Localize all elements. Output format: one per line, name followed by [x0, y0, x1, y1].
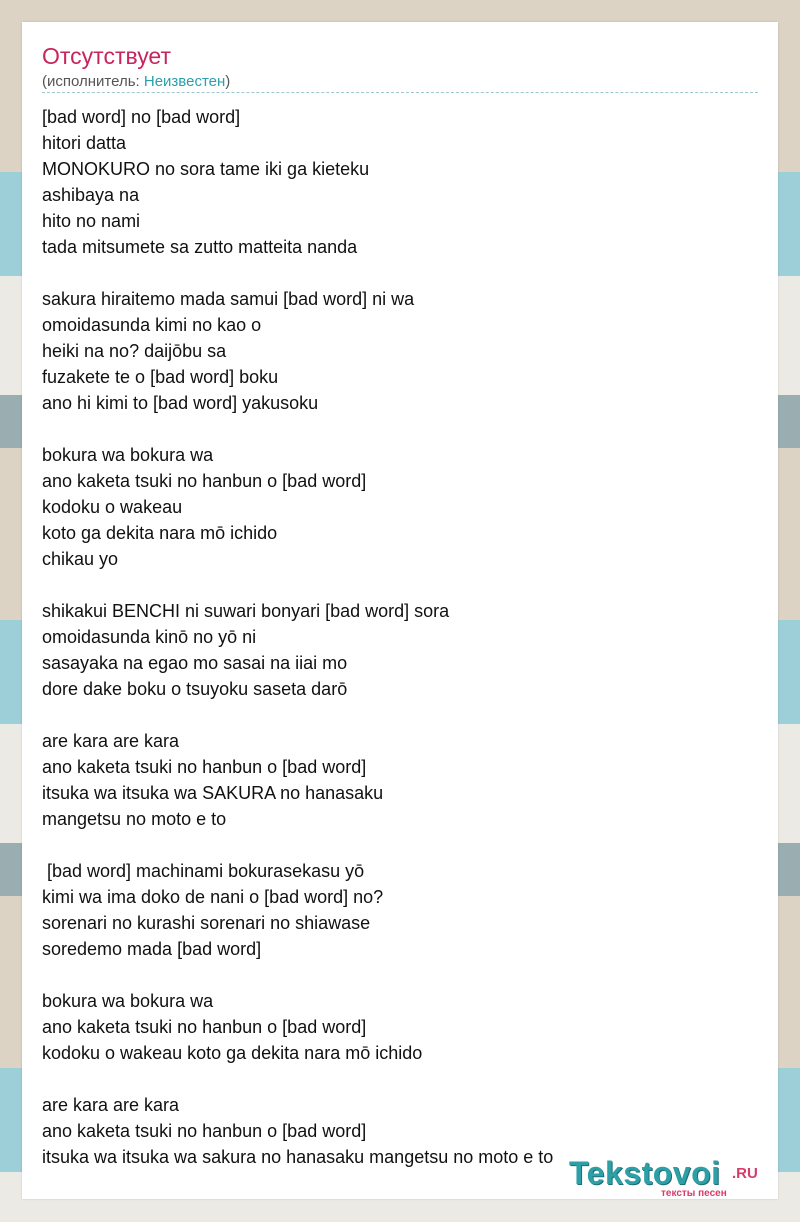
lyric-line: ano hi kimi to [bad word] yakusoku [42, 393, 319, 413]
lyric-line: mangetsu no moto e to [42, 809, 227, 829]
lyric-line: itsuka wa itsuka wa SAKURA no hanasaku [42, 783, 384, 803]
lyric-line: soredemo mada [bad word] [42, 939, 262, 959]
lyric-line: dore dake boku o tsuyoku saseta darō [42, 679, 348, 699]
song-title: Отсутствует [42, 43, 171, 69]
lyrics-card [22, 22, 778, 1199]
lyric-line [42, 416, 553, 442]
lyric-line: ano kaketa tsuki no hanbun o [bad word] [42, 471, 367, 491]
lyric-line [42, 1066, 553, 1092]
lyric-line: fuzakete te o [bad word] boku [42, 367, 279, 387]
lyric-line: kimi wa ima doko de nani o [bad word] no? [42, 887, 384, 907]
lyric-line: MONOKURO no sora tame iki ga kieteku [42, 159, 370, 179]
logo-tld: .RU [732, 1165, 758, 1182]
lyric-line: sakura hiraitemo mada samui [bad word] ni wa [42, 289, 415, 309]
lyric-line: are kara are kara [42, 1095, 180, 1115]
lyric-line: [bad word] no [bad word] [42, 107, 241, 127]
performer-line [42, 73, 230, 90]
lyric-line: bokura wa bokura wa [42, 991, 214, 1011]
lyric-line [42, 702, 553, 728]
lyric-line: [bad word] machinami bokurasekasu yō [42, 861, 365, 881]
lyric-line: hito no nami [42, 211, 141, 231]
lyric-line: tada mitsumete sa zutto matteita nanda [42, 237, 358, 257]
lyric-line: are kara are kara [42, 731, 180, 751]
lyric-line: chikau yo [42, 549, 119, 569]
lyric-line: kodoku o wakeau koto ga dekita nara mō ichido [42, 1043, 423, 1063]
logo-name: Tekstovoi [569, 1155, 721, 1191]
lyric-line: heiki na no? daijōbu sa [42, 341, 227, 361]
lyric-line: hitori datta [42, 133, 127, 153]
lyric-line: sorenari no kurashi sorenari no shiawase [42, 913, 371, 933]
lyric-line: bokura wa bokura wa [42, 445, 214, 465]
performer-suffix: ) [225, 73, 231, 90]
lyric-line [42, 962, 553, 988]
lyric-line: ano kaketa tsuki no hanbun o [bad word] [42, 1121, 367, 1141]
lyric-line: omoidasunda kinō no yō ni [42, 627, 257, 647]
lyric-line [42, 572, 553, 598]
lyric-line [42, 832, 553, 858]
header-divider [42, 92, 758, 93]
lyric-line [42, 260, 553, 286]
lyric-line: ashibaya na [42, 185, 140, 205]
lyric-line: omoidasunda kimi no kao o [42, 315, 262, 335]
lyric-line: ano kaketa tsuki no hanbun o [bad word] [42, 757, 367, 777]
lyrics-text [42, 104, 553, 1170]
lyric-line: itsuka wa itsuka wa sakura no hanasaku mangetsu no moto e to [42, 1147, 554, 1167]
lyric-line: koto ga dekita nara mō ichido [42, 523, 278, 543]
performer-link[interactable]: Неизвестен [143, 73, 226, 90]
lyric-line: shikakui BENCHI ni suwari bonyari [bad word] sora [42, 601, 450, 621]
lyric-line: ano kaketa tsuki no hanbun o [bad word] [42, 1017, 367, 1037]
logo-tagline: тексты песен [661, 1188, 727, 1199]
lyric-line: kodoku o wakeau [42, 497, 183, 517]
lyric-line: sasayaka na egao mo sasai na iiai mo [42, 653, 348, 673]
performer-prefix: (исполнитель: [42, 73, 144, 90]
site-logo[interactable] [569, 1155, 778, 1199]
